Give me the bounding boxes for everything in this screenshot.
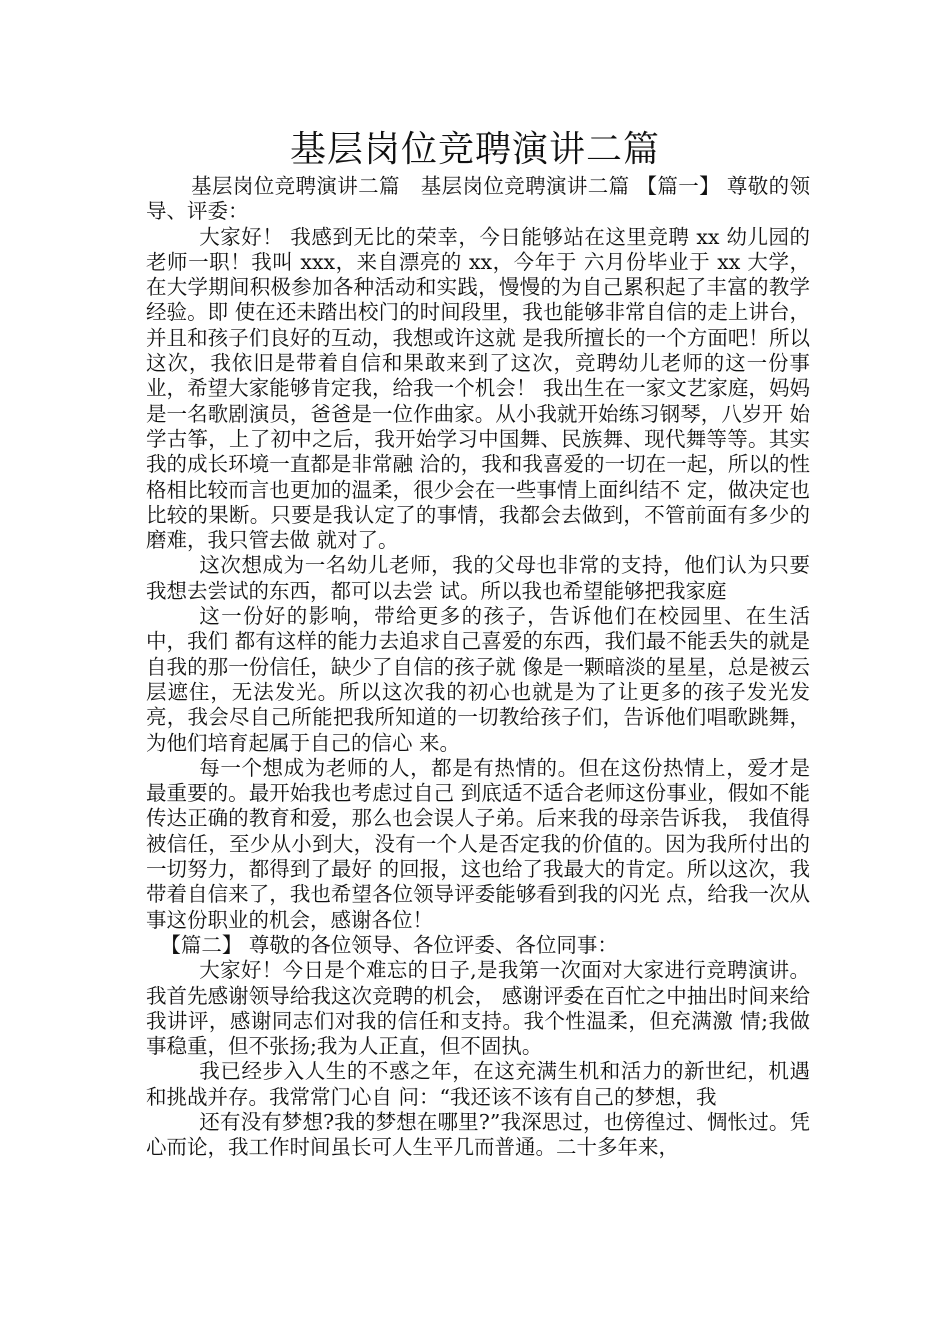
paragraph-5: 大家好！今日是个难忘的日子,是我第一次面对大家进行竞聘演讲。我首先感谢领导给我这次竞聘的机会， 感谢评委在百忙之中抽出时间来给我讲评，感谢同志们对我的信任和支持。我个性温柔，但充满激 情;我做事稳重，但不张扬;我为人正直，但不固执。 [146,958,810,1059]
paragraph-7: 还有没有梦想?我的梦想在哪里?”我深思过，也傍徨过、惆怅过。凭心而论，我工作时间虽长可人生平几而普通。二十多年来， [146,1109,810,1160]
document-title: 基层岗位竞聘演讲二篇 [289,129,660,170]
paragraph-4: 每一个想成为老师的人，都是有热情的。但在这份热情上，爱才是最重要的。最开始我也考虑过自己 到底适不适合老师这份事业，假如不能传达正确的教育和爱，那么也会误人子弟。后来我的母亲告诉我， 我值得被信任，至少从小到大，没有一个人是否定我的价值的。因为我所付出的一切努力，都得到了最好 的回报，这也给了我最大的肯定。所以这次，我带着自信来了，我也希望各位领导评委能够看到我的闪光 点，给我一次从事这份职业的机会，感谢各位！ [146,755,810,932]
paragraph-3: 这一份好的影响，带给更多的孩子，告诉他们在校园里、在生活中，我们 都有这样的能力去追求自己喜爱的东西，我们最不能丢失的就是自我的那一份信任，缺少了自信的孩子就 像是一颗暗淡的星星，总是被云层遮住，无法发光。所以这次我的初心也就是为了让更多的孩子发光发 亮，我会尽自己所能把我所知道的一切教给孩子们，告诉他们唱歌跳舞，为他们培育起属于自己的信心 来。 [146,604,810,755]
paragraph-1: 大家好！ 我感到无比的荣幸，今日能够站在这里竞聘 xx 幼儿园的老师一职！我叫 xxx，来自漂亮的 xx，今年于 六月份毕业于 xx 大学，在大学期间积极参加各种活动和实践，慢慢的为自己累积起了丰富的教学经验。即 使在还未踏出校门的时间段里，我也能够非常自信的走上讲台，并且和孩子们良好的互动，我想或许这就 是我所擅长的一个方面吧！所以这次，我依旧是带着自信和果敢来到了这次，竞聘幼儿老师的这一份事 业，希望大家能够肯定我，给我一个机会！ 我出生在一家文艺家庭，妈妈是一名歌剧演员，爸爸是一位作曲家。从小我就开始练习钢琴，八岁开 始学古筝，上了初中之后，我开始学习中国舞、民族舞、现代舞等等。其实我的成长环境一直都是非常融 洽的，我和我喜爱的一切在一起，所以的性格相比较而言也更加的温柔，很少会在一些事情上面纠结不 定，做决定也比较的果断。只要是我认定了的事情，我都会去做到，不管前面有多少的磨难，我只管去做 就对了。 [146,224,810,553]
section-heading-part-two: 【篇二】 尊敬的各位领导、各位评委、各位同事： [160,932,618,957]
paragraph-6: 我已经步入人生的不惑之年，在这充满生机和活力的新世纪，机遇和挑战并存。我常常门心自 问：“我还该不该有自己的梦想，我 [146,1059,810,1109]
paragraph-intro: 基层岗位竞聘演讲二篇 基层岗位竞聘演讲二篇 【篇一】 尊敬的领导、评委： [146,174,810,224]
document-body [146,174,810,1161]
paragraph-2: 这次想成为一名幼儿老师，我的父母也非常的支持，他们认为只要我想去尝试的东西，都可以去尝 试。所以我也希望能够把我家庭 [146,553,810,603]
